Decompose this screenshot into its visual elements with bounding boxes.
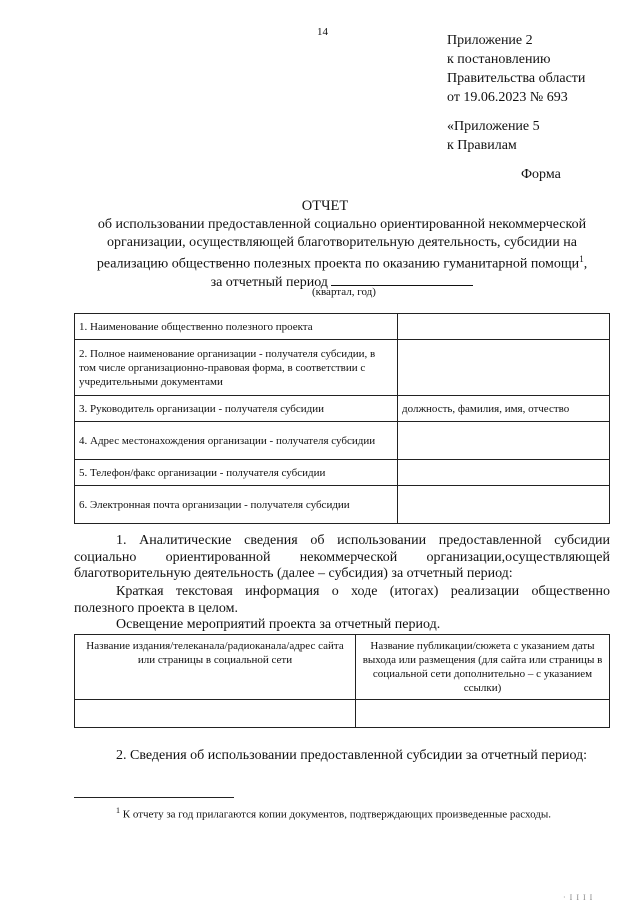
table-row bbox=[75, 314, 610, 340]
appendix-line: от 19.06.2023 № 693 bbox=[447, 90, 568, 105]
organization-info-table bbox=[74, 313, 610, 524]
subtitle-line: организации, осуществляющей благотворительную деятельность, субсидии на bbox=[107, 234, 577, 250]
form-label: Форма bbox=[521, 167, 561, 182]
table-cell bbox=[356, 700, 610, 728]
brief-info-paragraph: Краткая текстовая информация о ходе (итогах) реализации общественно полезного проекта в целом. bbox=[74, 584, 610, 616]
coverage-paragraph: Освещение мероприятий проекта за отчетный период. bbox=[116, 617, 441, 632]
row-label: 2. Полное наименование организации - получателя субсидии, в том числе организационно-правовая форма, в соответствии с учредительными документами bbox=[75, 340, 398, 396]
table-cell bbox=[75, 700, 356, 728]
period-note: (квартал, год) bbox=[312, 286, 376, 298]
row-label: 4. Адрес местонахождения организации - получателя субсидии bbox=[75, 422, 398, 460]
table-row bbox=[75, 396, 610, 422]
footnote-text: К отчету за год прилагаются копии документов, подтверждающих произведенные расходы. bbox=[122, 808, 552, 821]
row-label: 6. Электронная почта организации - получателя субсидии bbox=[75, 486, 398, 524]
row-value bbox=[398, 422, 610, 460]
document-title: ОТЧЕТ bbox=[301, 198, 349, 214]
column-header: Название издания/телеканала/радиоканала/адрес сайта или страницы в социальной сети bbox=[75, 635, 356, 700]
table-row bbox=[75, 340, 610, 396]
row-label: 1. Наименование общественно полезного проекта bbox=[75, 314, 398, 340]
publications-table bbox=[74, 634, 610, 728]
subtitle-comma: , bbox=[583, 256, 588, 272]
footnote-mark: 1 bbox=[116, 806, 120, 815]
footnote bbox=[74, 803, 610, 823]
footnote-reference: 1 bbox=[579, 254, 584, 264]
row-value: должность, фамилия, имя, отчество bbox=[398, 396, 610, 422]
rules-appendix-block bbox=[447, 117, 540, 155]
section2-paragraph: 2. Сведения об использовании предоставленной субсидии за отчетный период: bbox=[116, 748, 588, 763]
subtitle-line bbox=[72, 251, 612, 273]
table-row bbox=[75, 486, 610, 524]
appendix-line: Приложение 2 bbox=[447, 33, 533, 48]
page-number: 14 bbox=[317, 26, 328, 38]
appendix-block bbox=[447, 31, 585, 107]
section1-paragraph: 1. Аналитические сведения об использовании предоставленной субсидии социально ориентированной некоммерческой организации,осуществляющей благотворительную деятельность (далее – субсидия) за отчетный период: bbox=[74, 533, 610, 581]
table-row bbox=[75, 422, 610, 460]
appendix-line: к постановлению bbox=[447, 52, 551, 67]
period-blank bbox=[331, 273, 473, 286]
rules-line: к Правилам bbox=[447, 138, 517, 153]
document-subtitle bbox=[72, 216, 612, 292]
row-value bbox=[398, 460, 610, 486]
table-row bbox=[75, 460, 610, 486]
subtitle-text: реализацию общественно полезных проекта по оказанию гуманитарной помощи bbox=[96, 256, 580, 272]
column-header: Название публикации/сюжета с указанием даты выхода или размещения (для сайта или страницы в социальной сети дополнительно – с указанием ссылки) bbox=[356, 635, 610, 700]
row-value bbox=[398, 314, 610, 340]
appendix-line: Правительства области bbox=[447, 71, 586, 86]
rules-line: «Приложение 5 bbox=[447, 119, 540, 134]
footnote-divider bbox=[74, 797, 234, 798]
table-header-row bbox=[75, 635, 610, 700]
scan-mark: · I I I I bbox=[563, 893, 594, 902]
row-label: 3. Руководитель организации - получателя субсидии bbox=[75, 396, 398, 422]
row-value bbox=[398, 340, 610, 396]
period-label: за отчетный период bbox=[210, 275, 328, 291]
subtitle-line: об использовании предоставленной социально ориентированной некоммерческой bbox=[97, 217, 587, 232]
row-label: 5. Телефон/факс организации - получателя субсидии bbox=[75, 460, 398, 486]
table-row bbox=[75, 700, 610, 728]
row-value bbox=[398, 486, 610, 524]
